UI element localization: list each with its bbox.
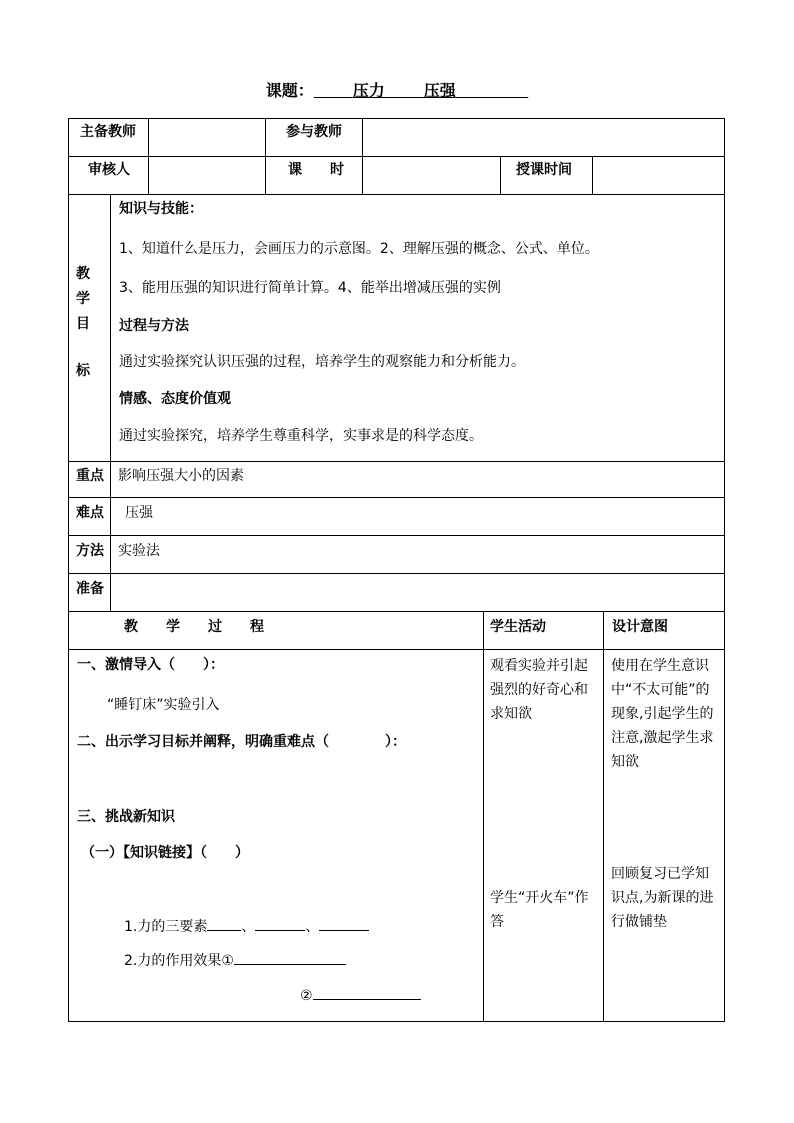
title-subject-b: 压强 (423, 81, 456, 100)
main-teacher-label: 主备教师 (80, 124, 136, 140)
student-activity-1-line-1: 观看实验并引起 (490, 658, 588, 674)
student-activity-1-line-2: 强烈的好奇心和 (490, 682, 588, 698)
question-2b-label: ② (300, 988, 313, 1004)
design-intent-2-line-1: 回顾复习已学知 (611, 866, 709, 882)
design-intent-2-line-2: 识点,为新课的进 (611, 890, 714, 906)
student-activity-1 (490, 654, 588, 726)
objectives-side-label-3: 目 (76, 316, 90, 332)
step-new-knowledge: 三、挑战新知识 (77, 809, 175, 825)
knowledge-text-1: 1、知道什么是压力，会画压力的示意图。2、理解压强的概念、公式、单位。 (119, 241, 599, 257)
process-heading: 过程与方法 (119, 318, 189, 334)
objectives-side-label-1: 教 (76, 266, 90, 282)
step-intro-detail: “睡钉床”实验引入 (107, 697, 220, 713)
design-intent-1-line-2: 中“不太可能”的 (611, 682, 710, 698)
key-point-label: 重点 (76, 468, 104, 484)
process-col-teaching: 教 学 过 程 (124, 619, 264, 635)
design-intent-1-line-1: 使用在学生意识 (611, 658, 709, 674)
period-label: 课 时 (288, 162, 344, 178)
question-1-sep-1: 、 (241, 919, 256, 935)
design-intent-1-line-5: 知欲 (611, 754, 639, 770)
student-activity-2-line-2: 答 (490, 914, 504, 930)
answer-blank-5[interactable] (313, 985, 421, 1000)
page-title (0, 78, 794, 101)
knowledge-text-2: 3、能用压强的知识进行简单计算。4、能举出增减压强的实例 (119, 280, 501, 296)
difficulty-value: 压强 (125, 505, 153, 521)
question-force-effect (124, 950, 346, 970)
design-intent-1-line-3: 现象,引起学生的 (611, 706, 714, 722)
title-subject (314, 81, 528, 100)
objectives-side-label-4: 标 (76, 363, 90, 379)
student-activity-2 (490, 886, 589, 934)
knowledge-link: （一）【知识链接】（ ） (81, 845, 249, 861)
answer-blank-4[interactable] (234, 950, 346, 965)
knowledge-heading: 知识与技能： (119, 201, 203, 217)
process-col-intent: 设计意图 (612, 619, 668, 635)
reviewer-label: 审核人 (88, 162, 130, 178)
answer-blank-3[interactable] (319, 916, 369, 931)
title-prefix: 课题： (265, 81, 314, 100)
difficulty-label: 难点 (76, 505, 104, 521)
date-label: 授课时间 (516, 162, 572, 178)
title-subject-a: 压力 (352, 81, 385, 100)
emotion-heading: 情感、态度价值观 (119, 391, 231, 407)
design-intent-2-line-3: 行做铺垫 (611, 914, 667, 930)
design-intent-1-line-4: 注意,激起学生求 (611, 730, 714, 746)
step-objectives: 二、出示学习目标并阐释，明确重难点（ ）： (77, 734, 406, 750)
question-2-label: 2.力的作用效果① (124, 953, 234, 969)
method-label: 方法 (76, 543, 104, 559)
method-value: 实验法 (118, 543, 160, 559)
emotion-text: 通过实验探究，培养学生尊重科学，实事求是的科学态度。 (119, 428, 483, 444)
answer-blank-2[interactable] (255, 916, 305, 931)
student-activity-1-line-3: 求知欲 (490, 706, 532, 722)
question-1-sep-2: 、 (305, 919, 320, 935)
step-intro: 一、激情导入（ ）： (77, 657, 224, 673)
question-force-effect-2 (300, 985, 421, 1005)
question-three-elements (124, 916, 369, 936)
objectives-side-label-2: 学 (76, 291, 90, 307)
process-col-student: 学生活动 (490, 619, 546, 635)
design-intent-1 (611, 654, 713, 774)
answer-blank-1[interactable] (207, 916, 241, 931)
question-1-label: 1.力的三要素 (124, 919, 208, 935)
student-activity-2-line-1: 学生“开火车”作 (490, 890, 589, 906)
participants-label: 参与教师 (286, 124, 342, 140)
preparation-label: 准备 (76, 581, 104, 597)
process-text: 通过实验探究认识压强的过程，培养学生的观察能力和分析能力。 (119, 354, 525, 370)
key-point-value: 影响压强大小的因素 (118, 468, 244, 484)
design-intent-2 (611, 862, 713, 934)
